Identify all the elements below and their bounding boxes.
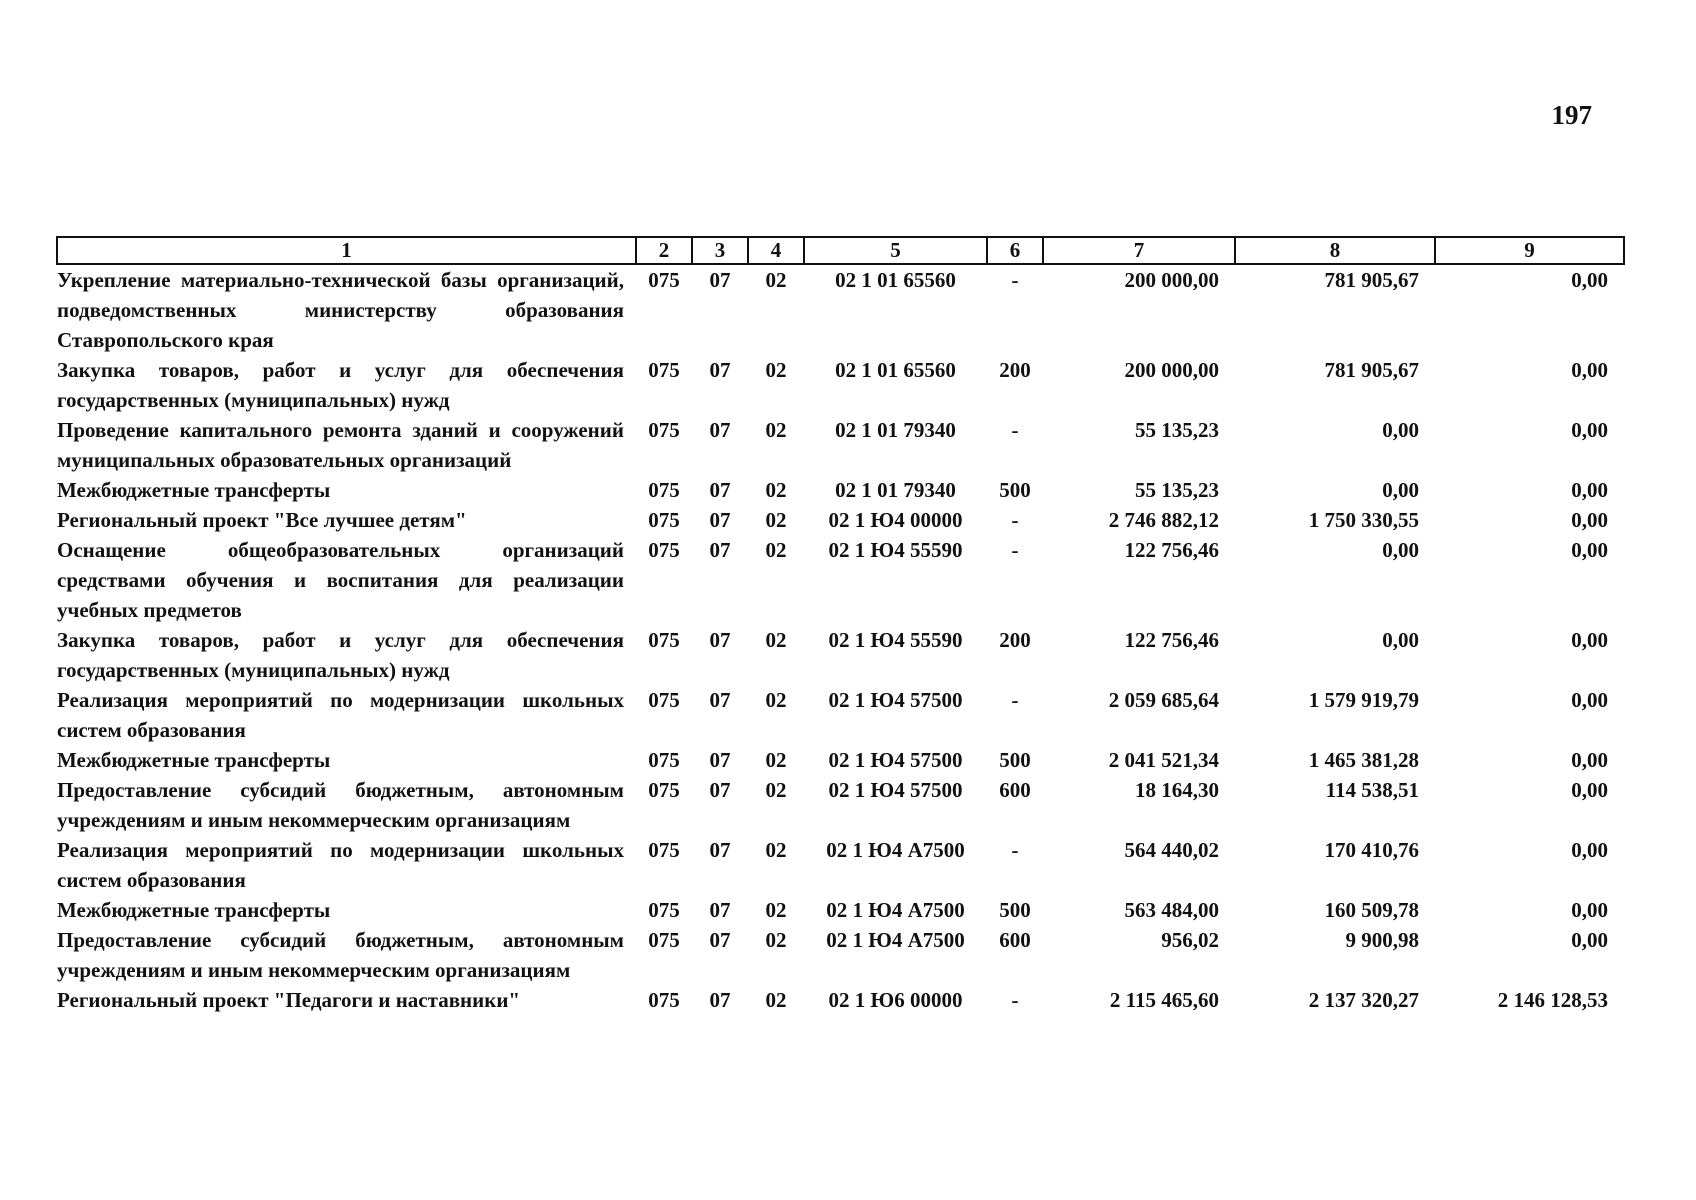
row-name: Оснащение общеобразовательных организаций средствами обучения и воспитания для реализации учебных предметов [57,538,624,622]
row-subsection: 02 [765,478,787,502]
row-target-article: 02 1 Ю4 57500 [828,778,963,802]
row-subsection: 02 [765,838,787,862]
row-expense-type: - [1011,988,1019,1012]
row-section: 07 [709,538,731,562]
row-gr-code: 075 [648,898,680,922]
row-section: 07 [709,268,731,292]
column-header-5: 5 [804,237,987,264]
row-sum-3: 0,00 [1571,538,1608,562]
row-section: 07 [709,838,731,862]
row-sum-1: 2 059 685,64 [1108,688,1219,712]
row-sum-1: 18 164,30 [1135,778,1219,802]
row-name: Закупка товаров, работ и услуг для обеспечения государственных (муниципальных) нужд [57,358,624,412]
column-header-1: 1 [57,237,636,264]
row-expense-type: 200 [999,358,1031,382]
row-gr-code: 075 [648,508,680,532]
row-name: Предоставление субсидий бюджетным, автономным учреждениям и иным некоммерческим организациям [57,778,624,832]
row-name: Межбюджетные трансферты [57,478,331,502]
table-row [57,985,1624,1015]
table-row [57,415,1624,475]
row-expense-type: 600 [999,778,1031,802]
table-row [57,264,1624,355]
row-expense-type: - [1011,538,1019,562]
row-sum-3: 0,00 [1571,478,1608,502]
budget-table [56,236,1625,1015]
row-gr-code: 075 [648,838,680,862]
row-sum-1: 956,02 [1161,928,1219,952]
row-sum-3: 0,00 [1571,748,1608,772]
row-sum-3: 0,00 [1571,508,1608,532]
row-sum-3: 0,00 [1571,358,1608,382]
row-section: 07 [709,778,731,802]
row-expense-type: - [1011,838,1019,862]
table-row [57,835,1624,895]
row-sum-3: 0,00 [1571,778,1608,802]
row-subsection: 02 [765,508,787,532]
column-header-3: 3 [692,237,748,264]
row-target-article: 02 1 Ю4 57500 [828,688,963,712]
row-section: 07 [709,418,731,442]
row-target-article: 02 1 Ю6 00000 [828,988,963,1012]
row-sum-2: 170 410,76 [1324,838,1419,862]
row-sum-1: 55 135,23 [1135,418,1219,442]
row-expense-type: - [1011,508,1019,532]
row-sum-1: 200 000,00 [1124,268,1219,292]
row-expense-type: 500 [999,748,1031,772]
row-gr-code: 075 [648,778,680,802]
row-expense-type: - [1011,418,1019,442]
table-row [57,895,1624,925]
row-sum-3: 0,00 [1571,688,1608,712]
row-sum-2: 160 509,78 [1324,898,1419,922]
row-target-article: 02 1 Ю4 55590 [828,538,963,562]
row-section: 07 [709,898,731,922]
row-sum-3: 0,00 [1571,628,1608,652]
row-subsection: 02 [765,928,787,952]
row-section: 07 [709,988,731,1012]
row-target-article: 02 1 Ю4 57500 [828,748,963,772]
row-target-article: 02 1 Ю4 А7500 [826,898,965,922]
row-sum-3: 0,00 [1571,418,1608,442]
row-sum-3: 2 146 128,53 [1497,988,1608,1012]
row-expense-type: 500 [999,898,1031,922]
row-sum-1: 564 440,02 [1124,838,1219,862]
table-row [57,475,1624,505]
row-sum-1: 122 756,46 [1124,628,1219,652]
row-gr-code: 075 [648,268,680,292]
row-gr-code: 075 [648,478,680,502]
row-section: 07 [709,478,731,502]
column-header-7: 7 [1043,237,1235,264]
row-target-article: 02 1 01 65560 [835,268,956,292]
row-target-article: 02 1 Ю4 55590 [828,628,963,652]
row-gr-code: 075 [648,358,680,382]
row-expense-type: - [1011,688,1019,712]
column-header-8: 8 [1235,237,1435,264]
row-subsection: 02 [765,688,787,712]
row-sum-3: 0,00 [1571,838,1608,862]
table-row [57,925,1624,985]
table-row [57,685,1624,745]
row-subsection: 02 [765,268,787,292]
row-sum-2: 1 579 919,79 [1308,688,1419,712]
row-name: Реализация мероприятий по модернизации школьных систем образования [57,688,624,742]
row-gr-code: 075 [648,628,680,652]
table-row [57,745,1624,775]
column-header-9: 9 [1435,237,1624,264]
row-section: 07 [709,688,731,712]
row-sum-2: 9 900,98 [1345,928,1419,952]
row-sum-1: 2 115 465,60 [1109,988,1219,1012]
row-section: 07 [709,358,731,382]
row-sum-1: 2 746 882,12 [1108,508,1219,532]
table-row [57,625,1624,685]
row-sum-3: 0,00 [1571,268,1608,292]
row-target-article: 02 1 01 79340 [835,418,956,442]
row-sum-2: 0,00 [1382,628,1419,652]
row-name: Закупка товаров, работ и услуг для обеспечения государственных (муниципальных) нужд [57,628,624,682]
row-sum-2: 1 465 381,28 [1308,748,1419,772]
header-row [57,237,1624,264]
row-name: Проведение капитального ремонта зданий и сооружений муниципальных образовательных организаций [57,418,624,472]
row-subsection: 02 [765,628,787,652]
row-name: Предоставление субсидий бюджетным, автономным учреждениям и иным некоммерческим организациям [57,928,624,982]
row-name: Региональный проект "Все лучшее детям" [57,508,467,532]
column-header-6: 6 [987,237,1043,264]
page-number: 197 [1551,100,1592,130]
row-subsection: 02 [765,898,787,922]
row-expense-type: 200 [999,628,1031,652]
table-row [57,505,1624,535]
row-subsection: 02 [765,748,787,772]
table-row [57,355,1624,415]
row-sum-3: 0,00 [1571,898,1608,922]
column-header-2: 2 [636,237,692,264]
row-section: 07 [709,748,731,772]
row-gr-code: 075 [648,988,680,1012]
row-name: Укрепление материально-технической базы организаций, подведомственных министерству образования Ставропольского края [57,268,624,352]
row-sum-1: 200 000,00 [1124,358,1219,382]
row-sum-1: 55 135,23 [1135,478,1219,502]
row-name: Межбюджетные трансферты [57,748,331,772]
row-sum-2: 781 905,67 [1324,358,1419,382]
row-gr-code: 075 [648,928,680,952]
row-subsection: 02 [765,988,787,1012]
row-sum-1: 563 484,00 [1124,898,1219,922]
row-section: 07 [709,508,731,532]
row-target-article: 02 1 Ю4 А7500 [826,928,965,952]
row-sum-2: 0,00 [1382,538,1419,562]
row-name: Межбюджетные трансферты [57,898,331,922]
table-row [57,775,1624,835]
row-expense-type: 500 [999,478,1031,502]
row-sum-2: 0,00 [1382,418,1419,442]
row-gr-code: 075 [648,748,680,772]
row-subsection: 02 [765,538,787,562]
row-target-article: 02 1 01 65560 [835,358,956,382]
row-subsection: 02 [765,778,787,802]
row-sum-1: 122 756,46 [1124,538,1219,562]
row-section: 07 [709,628,731,652]
row-expense-type: 600 [999,928,1031,952]
row-sum-2: 114 538,51 [1325,778,1419,802]
row-target-article: 02 1 01 79340 [835,478,956,502]
row-gr-code: 075 [648,538,680,562]
row-sum-2: 781 905,67 [1324,268,1419,292]
row-name: Реализация мероприятий по модернизации школьных систем образования [57,838,624,892]
row-target-article: 02 1 Ю4 00000 [828,508,963,532]
column-header-4: 4 [748,237,804,264]
row-target-article: 02 1 Ю4 А7500 [826,838,965,862]
row-sum-1: 2 041 521,34 [1108,748,1219,772]
row-expense-type: - [1011,268,1019,292]
row-subsection: 02 [765,418,787,442]
row-subsection: 02 [765,358,787,382]
row-sum-2: 1 750 330,55 [1308,508,1419,532]
row-sum-3: 0,00 [1571,928,1608,952]
row-gr-code: 075 [648,688,680,712]
table-row [57,535,1624,625]
row-section: 07 [709,928,731,952]
table-body [57,264,1624,1015]
row-gr-code: 075 [648,418,680,442]
row-sum-2: 0,00 [1382,478,1419,502]
row-name: Региональный проект "Педагоги и наставники" [57,988,521,1012]
row-sum-2: 2 137 320,27 [1308,988,1419,1012]
